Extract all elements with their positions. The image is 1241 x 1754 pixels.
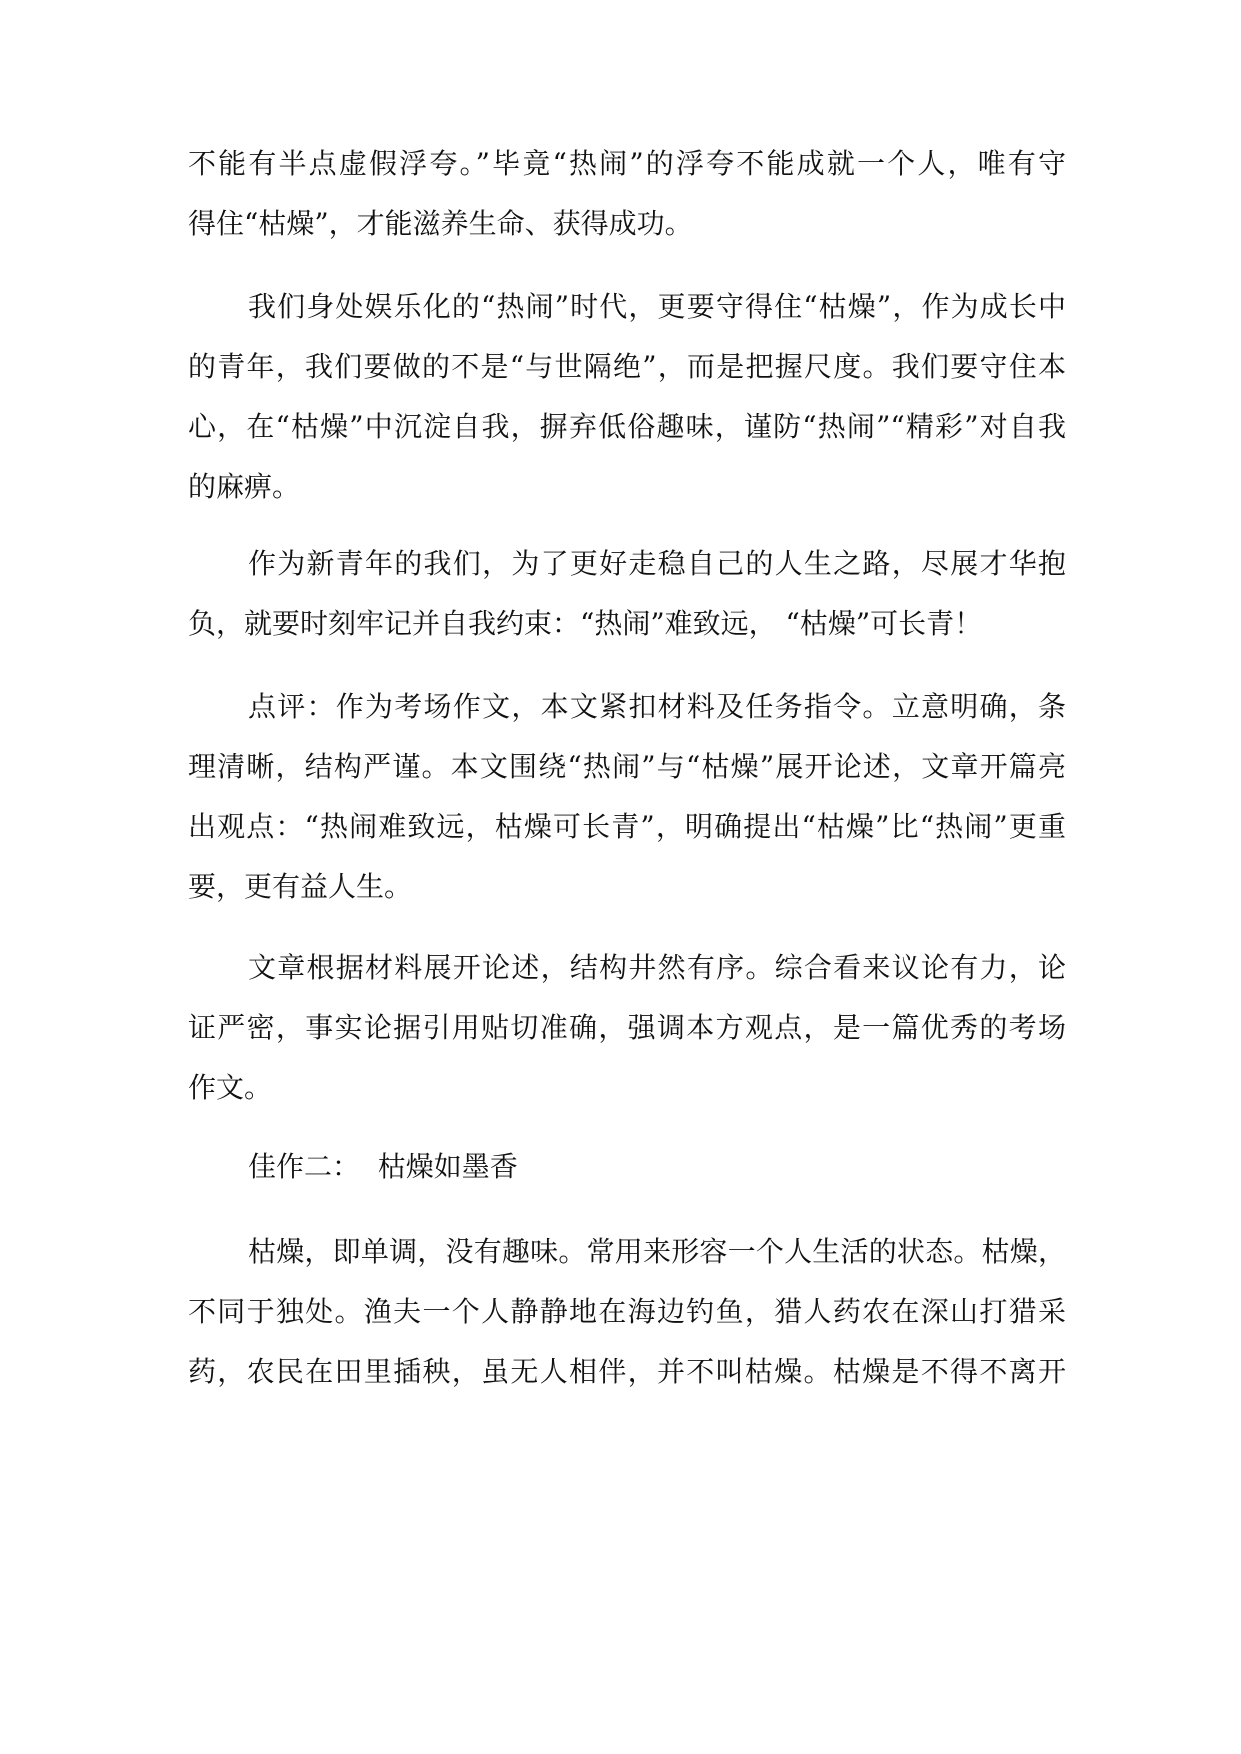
paragraph-evaluation	[188, 938, 1066, 1118]
text-line: 点评：作为考场作文，本文紧扣材料及任务指令。立意明确，条	[248, 690, 1066, 723]
text-line: 理清晰，结构严谨。本文围绕“热闹”与“枯燥”展开论述，文章开篇亮	[188, 750, 1066, 783]
text-line: 负，就要时刻牢记并自我约束：“热闹”难致远， “枯燥”可长青！	[188, 607, 983, 640]
text-line: 作为新青年的我们，为了更好走稳自己的人生之路，尽展才华抱	[248, 547, 1066, 580]
paragraph-conclusion	[188, 534, 1066, 654]
paragraph-commentary	[188, 677, 1066, 917]
text-line: 文章根据材料展开论述，结构井然有序。综合看来议论有力，论	[248, 951, 1066, 984]
text-line: 的青年，我们要做的不是“与世隔绝”，而是把握尺度。我们要守住本	[188, 350, 1066, 383]
text-line: 作文。	[188, 1071, 273, 1104]
text-line: 心，在“枯燥”中沉淀自我，摒弃低俗趣味，谨防“热闹”“精彩”对自我	[188, 410, 1066, 443]
text-line: 药，农民在田里插秧，虽无人相伴，并不叫枯燥。枯燥是不得不离开	[188, 1355, 1066, 1388]
essay-title	[188, 1137, 1066, 1197]
text-line: 不同于独处。渔夫一个人静静地在海边钓鱼，猎人药农在深山打猎采	[188, 1295, 1066, 1328]
text-line: 证严密，事实论据引用贴切准确，强调本方观点，是一篇优秀的考场	[188, 1011, 1066, 1044]
text-line: 得住“枯燥”，才能滋养生命、获得成功。	[188, 207, 693, 240]
text-line: 不能有半点虚假浮夸。”毕竟“热闹”的浮夸不能成就一个人，唯有守	[188, 147, 1066, 180]
text-line: 的麻痹。	[188, 470, 301, 503]
text-line: 我们身处娱乐化的“热闹”时代，更要守得住“枯燥”，作为成长中	[248, 290, 1066, 323]
text-line: 出观点：“热闹难致远，枯燥可长青”，明确提出“枯燥”比“热闹”更重	[188, 810, 1066, 843]
heading-line: 佳作二： 枯燥如墨香	[248, 1150, 518, 1183]
text-line: 要，更有益人生。	[188, 870, 413, 903]
paragraph-entertainment-era	[188, 277, 1066, 517]
paragraph-continuation	[188, 134, 1066, 254]
paragraph-essay-two-opening	[188, 1222, 1066, 1402]
text-line: 枯燥，即单调，没有趣味。常用来形容一个人生活的状态。枯燥，	[248, 1235, 1066, 1268]
